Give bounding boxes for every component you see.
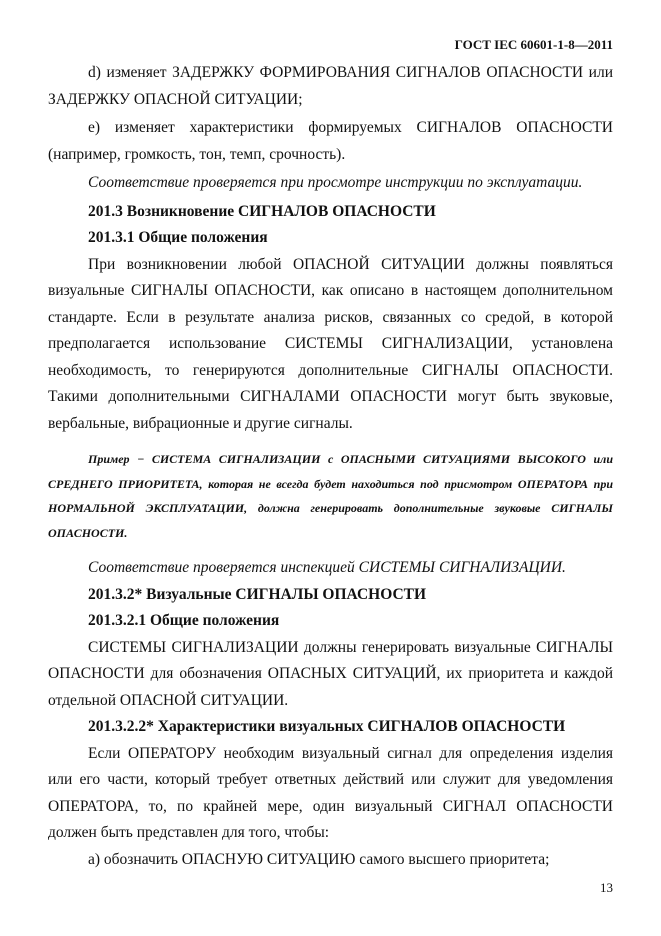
compliance-note: Соответствие проверяется инспекцией СИСТЕМЫ СИГНАЛИЗАЦИИ. [88, 559, 566, 576]
list-item-d: d) изменяет ЗАДЕРЖКУ ФОРМИРОВАНИЯ СИГНАЛОВ ОПАСНОСТИ или ЗАДЕРЖКУ ОПАСНОЙ СИТУАЦИИ; [48, 64, 613, 108]
subsection-heading: 201.3.2.1 Общие положения [88, 612, 280, 629]
subsection-heading: 201.3.2* Визуальные СИГНАЛЫ ОПАСНОСТИ [88, 585, 427, 603]
section-heading: 201.3 Возникновение СИГНАЛОВ ОПАСНОСТИ [88, 202, 436, 220]
standard-header: ГОСТ IEC 60601-1-8—2011 [454, 37, 613, 52]
list-item-a: a) обозначить ОПАСНУЮ СИТУАЦИЮ самого высшего приоритета; [88, 850, 550, 868]
subsection-heading: 201.3.1 Общие положения [88, 229, 268, 246]
subsection-heading: 201.3.2.2* Характеристики визуальных СИГНАЛОВ ОПАСНОСТИ [88, 718, 566, 735]
body-paragraph: СИСТЕМЫ СИГНАЛИЗАЦИИ должны генерировать визуальные СИГНАЛЫ ОПАСНОСТИ для обозначения ОПАСНЫХ СИТУАЦИЙ, их приоритета и каждой отдельной ОПАСНОЙ СИТУАЦИИ. [48, 638, 613, 709]
document-body [48, 60, 613, 873]
body-paragraph: Если ОПЕРАТОРУ необходим визуальный сигнал для определения изделия или его части, который требует ответных действий или служит для уведомления ОПЕРАТОРА, то, по крайней мере, один визуальный СИГНАЛ ОПАСНОСТИ должен быть представлен для того, чтобы: [48, 744, 613, 841]
body-paragraph: При возникновении любой ОПАСНОЙ СИТУАЦИИ должны появляться визуальные СИГНАЛЫ ОПАСНОСТИ, как описано в настоящем дополнительном стандарте. Если в результате анализа рисков, связанных со средой, в которой предполагается использование СИСТЕМЫ СИГНАЛИЗАЦИИ, установлена необходимость, то генерируются дополнительные СИГНАЛЫ ОПАСНОСТИ. Такими дополнительными СИГНАЛАМИ ОПАСНОСТИ могут быть звуковые, вербальные, вибрационные и другие сигналы. [48, 255, 613, 432]
list-item-e: e) изменяет характеристики формируемых СИГНАЛОВ ОПАСНОСТИ (например, громкость, тон, темп, срочность). [48, 119, 613, 163]
page-number: 13 [600, 880, 613, 895]
example-paragraph: Пример − СИСТЕМА СИГНАЛИЗАЦИИ с ОПАСНЫМИ СИТУАЦИЯМИ ВЫСОКОГО или СРЕДНЕГО ПРИОРИТЕТА, которая не всегда будет находиться под присмотром ОПЕРАТОРА при НОРМАЛЬНОЙ ЭКСПЛУАТАЦИИ, должна генерировать дополнительные звуковые СИГНАЛЫ ОПАСНОСТИ. [48, 452, 613, 540]
compliance-note: Соответствие проверяется при просмотре инструкции по эксплуатации. [88, 174, 583, 191]
